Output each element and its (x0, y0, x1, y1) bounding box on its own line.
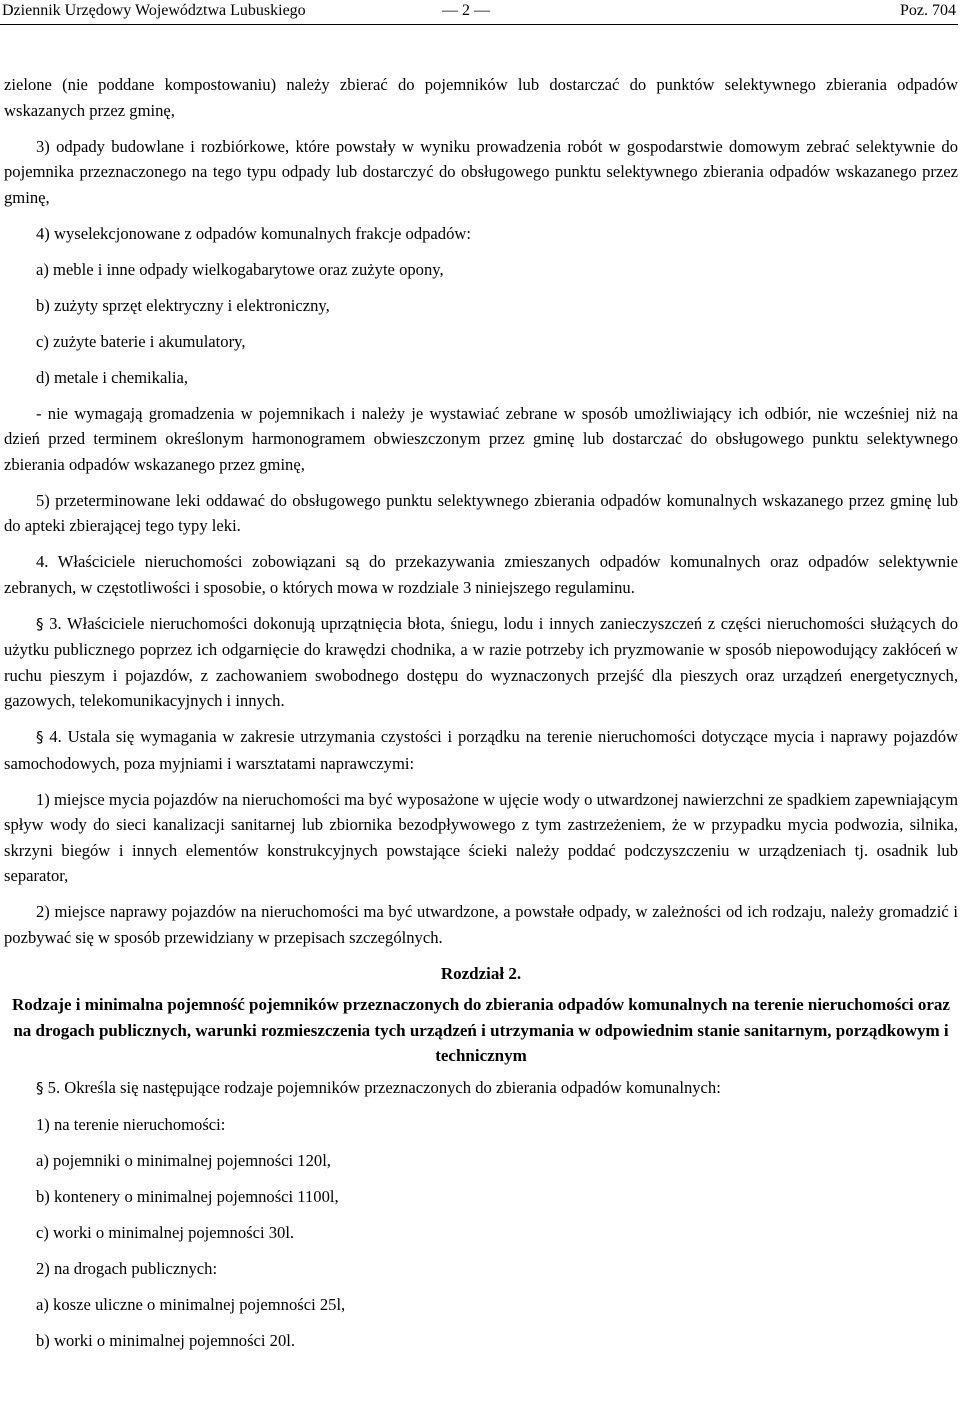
paragraph: 1) miejsce mycia pojazdów na nieruchomości ma być wyposażone w ujęcie wody o utwardzonej nawierzchni ze spadkiem zapewniającym spływ wody do sieci kanalizacji sanitarnej lub zbiornika bezodpływowego z tym zastrzeżeniem, że w przypadku mycia podwozia, silnika, skrzyni biegów i innych elementów konstrukcyjnych powstające ścieki należy poddać podczyszczeniu w urządzeniach tj. osadnik lub separator, (4, 789, 958, 885)
list-item: d) metale i chemikalia, (36, 367, 189, 387)
section-text: 4. Ustala się wymagania w zakresie utrzymania czystości i porządku na terenie nieruchomości dotyczące mycia i naprawy pojazdów samochodowych, poza myjniami i warsztatami naprawczymi: (4, 727, 959, 773)
list-item: c) worki o minimalnej pojemności 30l. (36, 1222, 295, 1242)
list-item: b) kontenery o minimalnej pojemności 1100l, (36, 1186, 339, 1206)
section-paragraph (4, 724, 958, 776)
document-body (4, 72, 958, 1364)
list-item: a) meble i inne odpady wielkogabarytowe oraz zużyte opony, (36, 259, 444, 279)
chapter-heading: Rozdział 2. (440, 963, 522, 983)
journal-title: Dziennik Urzędowy Województwa Lubuskiego (2, 2, 306, 19)
paragraph: zielone (nie poddane kompostowaniu) należy zbierać do pojemników lub dostarczać do punktów selektywnego zbierania odpadów wskazanych przez gminę, (4, 75, 958, 120)
paragraph: 3) odpady budowlane i rozbiórkowe, które powstały w wyniku prowadzenia robót w gospodarstwie domowym zebrać selektywnie do pojemnika przeznaczonego na tego typu odpady lub dostarczyć do obsługowego punktu selektywnego zbierania odpadów wskazanego przez gminę, (4, 136, 958, 207)
paragraph: 5) przeterminowane leki oddawać do obsługowego punktu selektywnego zbierania odpadów komunalnych wskazanego przez gminę lub do apteki zbierającej tego typy leki. (4, 490, 958, 535)
paragraph: 2) miejsce naprawy pojazdów na nieruchomości ma być utwardzone, a powstałe odpady, w zależności od ich rodzaju, należy gromadzić i pozbywać się w sposób przewidziany w przepisach szczególnych. (4, 902, 958, 947)
list-item: a) kosze uliczne o minimalnej pojemności 25l, (36, 1294, 346, 1314)
section-symbol: § (36, 614, 44, 633)
header-divider (0, 24, 958, 25)
paragraph: - nie wymagają gromadzenia w pojemnikach i należy je wystawiać zebrane w sposób umożliwiający ich odbiór, nie wcześniej niż na dzień przed terminem określonym harmonogramem obwieszczonym przez gminę lub dostarczać do obsługowego punktu selektywnego zbierania odpadów wskazanego przez gminę, (4, 403, 958, 474)
section-symbol: § (36, 1078, 44, 1097)
list-item: c) zużyte baterie i akumulatory, (36, 331, 246, 351)
page-header (0, 0, 960, 24)
position-number: Poz. 704 (900, 2, 956, 19)
page-number: — 2 — (442, 2, 490, 19)
section-paragraph (4, 611, 958, 714)
list-item: 1) na terenie nieruchomości: (36, 1114, 226, 1134)
paragraph: 4. Właściciele nieruchomości zobowiązani są do przekazywania zmieszanych odpadów komunalnych oraz odpadów selektywnie zebranych, w częstotliwości i sposobie, o których mowa w rozdziale 3 niniejszego regulaminu. (4, 552, 958, 597)
chapter-title: Rodzaje i minimalna pojemność pojemników przeznaczonych do zbierania odpadów komunalnych na terenie nieruchomości oraz na drogach publicznych, warunki rozmieszczenia tych urządzeń i utrzymania w odpowiednim stanie sanitarnym, porządkowym i technicznym (12, 995, 950, 1065)
list-item: 4) wyselekcjonowane z odpadów komunalnych frakcje odpadów: (36, 223, 471, 243)
section-paragraph (4, 1075, 958, 1102)
list-item: b) worki o minimalnej pojemności 20l. (36, 1330, 296, 1350)
section-text: 3. Właściciele nieruchomości dokonują uprzątnięcia błota, śniegu, lodu i innych zanieczyszczeń z części nieruchomości służących do użytku publicznego poprzez ich odgarnięcie do krawędzi chodnika, a w razie potrzeby ich pryzmowanie w sposób niepowodujący zakłóceń w ruchu pieszym i pojazdów, z zachowaniem swobodnego dostępu do wyznaczonych przejść dla pieszych oraz urządzeń energetycznych, gazowych, telekomunikacyjnych i innych. (4, 613, 958, 710)
section-text: 5. Określa się następujące rodzaje pojemników przeznaczonych do zbierania odpadów komunalnych: (47, 1077, 721, 1097)
list-item: 2) na drogach publicznych: (36, 1258, 218, 1278)
list-item: b) zużyty sprzęt elektryczny i elektroniczny, (36, 295, 330, 315)
section-symbol: § (36, 728, 44, 746)
list-item: a) pojemniki o minimalnej pojemności 120l, (36, 1150, 331, 1170)
